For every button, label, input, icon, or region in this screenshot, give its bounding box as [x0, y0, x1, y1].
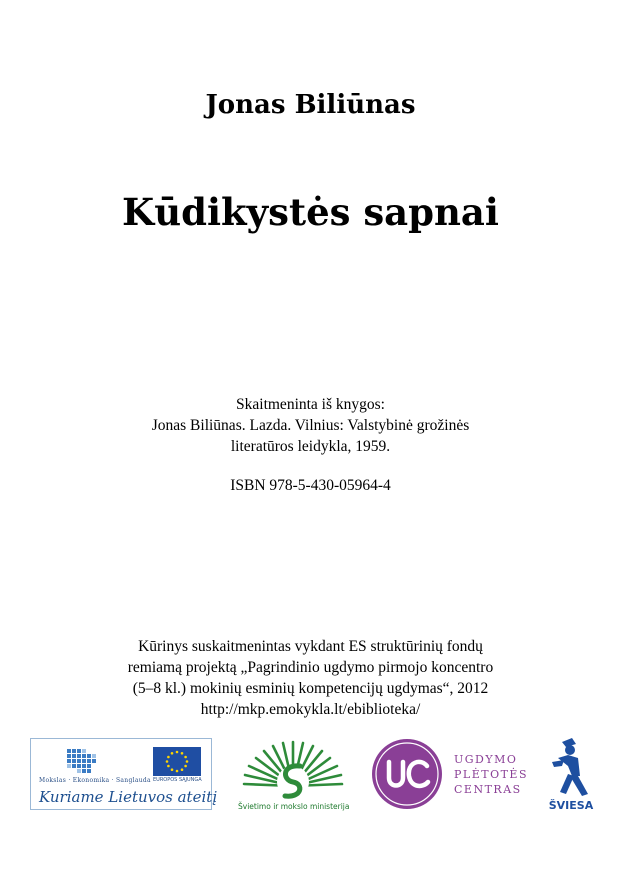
- source-line-1: Skaitmeninta iš knygos:: [236, 396, 385, 413]
- project-info: [0, 636, 621, 720]
- upc-line-2: PLĖTOTĖS: [454, 768, 528, 781]
- project-line-3: (5–8 kl.) mokinių esminių kompetencijų ugdymas“, 2012: [132, 680, 489, 697]
- upc-line-3: CENTRAS: [454, 783, 522, 796]
- ministry-caption: Švietimo ir mokslo ministerija: [238, 802, 350, 811]
- sviesa-logo: [548, 736, 594, 816]
- book-title: Kūdikystės sapnai: [122, 190, 499, 234]
- upc-emblem-icon: [371, 738, 443, 810]
- reading-boy-icon: [548, 736, 594, 798]
- slogan: Kuriame Lietuvos ateitį: [39, 788, 218, 806]
- upc-logo: [371, 738, 531, 810]
- eu-flag-icon: [153, 747, 201, 776]
- sviesa-label: ŠVIESA: [548, 799, 594, 812]
- es-funds-logo: [30, 738, 218, 810]
- source-line-2: Jonas Biliūnas. Lazda. Vilnius: Valstybinė grožinės: [151, 417, 470, 434]
- lithuania-map-icon: [65, 747, 99, 775]
- isbn: ISBN 978-5-430-05964-4: [230, 477, 391, 494]
- project-line-2: remiamą projektą „Pagrindinio ugdymo pirmojo koncentro: [127, 659, 494, 676]
- project-line-1: Kūrinys suskaitmenintas vykdant ES struktūrinių fondų: [138, 638, 483, 655]
- author-name: Jonas Biliūnas: [205, 90, 416, 120]
- upc-name: [454, 752, 528, 797]
- ministry-emblem-icon: [238, 736, 348, 800]
- source-line-3: literatūros leidykla, 1959.: [230, 438, 391, 455]
- project-url: http://mkp.emokykla.lt/ebiblioteka/: [200, 701, 421, 718]
- upc-line-1: UGDYMO: [454, 753, 518, 766]
- ministry-logo: [238, 736, 348, 816]
- source-info: [0, 394, 621, 457]
- fund-name: Mokslas · Ekonomika · Sanglauda: [39, 777, 151, 784]
- eu-name: EUROPOS SĄJUNGA: [153, 777, 202, 783]
